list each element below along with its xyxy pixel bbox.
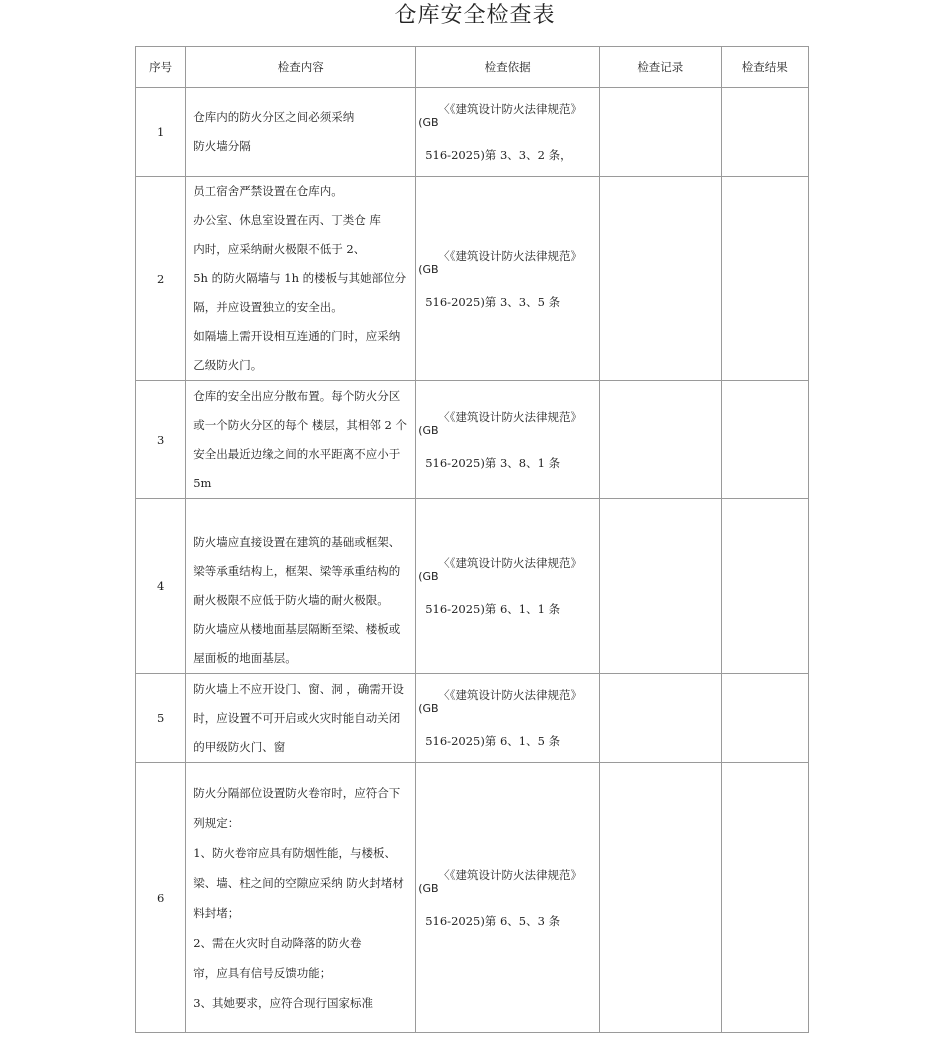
check-record[interactable] (600, 177, 722, 381)
check-record[interactable] (600, 381, 722, 499)
content-line: 梁等承重结构上，框架、梁等承重结构的 (193, 563, 401, 578)
basis-standard: 〈《建筑设计防火法律规范》 (438, 409, 582, 424)
basis-code: (GB (418, 881, 439, 895)
check-basis (416, 674, 600, 763)
content-line: 防火墙分隔 (193, 139, 251, 153)
row-number: 5 (136, 674, 186, 763)
basis-standard: 〈《建筑设计防火法律规范》 (438, 867, 582, 882)
table-row (136, 499, 809, 674)
header-record: 检查记录 (600, 47, 722, 88)
content-line: 耐火极限不应低于防火墙的耐火极限。 (193, 592, 389, 607)
check-basis (416, 177, 600, 381)
check-result[interactable] (721, 763, 808, 1033)
row-number: 6 (136, 763, 186, 1033)
header-basis: 检查依据 (416, 47, 600, 88)
basis-clause: 516-2025)第 6、5、3 条 (425, 913, 561, 928)
check-basis (416, 381, 600, 499)
basis-standard: 〈《建筑设计防火法律规范》 (438, 688, 582, 702)
content-line: 5m (193, 475, 212, 490)
content-line: 帘，应具有信号反馈功能； (193, 965, 332, 980)
basis-code: (GB (418, 116, 439, 129)
basis-clause: 516-2025)第 3、3、5 条 (425, 294, 561, 309)
content-line: 仓库的安全出应分散布置。每个防火分区 (193, 388, 401, 403)
content-line: 隔，并应设置独立的安全出。 (193, 300, 343, 314)
row-number: 1 (136, 88, 186, 177)
check-basis (416, 499, 600, 674)
check-content (186, 674, 416, 763)
basis-standard: 〈《建筑设计防火法律规范》 (438, 556, 582, 570)
content-line: 时，应设置不可开启或火灾时能自动关闭 (193, 710, 401, 725)
check-result[interactable] (721, 674, 808, 763)
check-result[interactable] (721, 499, 808, 674)
content-line: 料封堵； (193, 905, 240, 920)
basis-code: (GB (418, 702, 439, 715)
check-record[interactable] (600, 499, 722, 674)
header-no: 序号 (136, 47, 186, 88)
basis-standard: 〈《建筑设计防火法律规范》 (438, 248, 582, 263)
row-number: 3 (136, 381, 186, 499)
check-content (186, 88, 416, 177)
content-line: 如隔墙上需开设相互连通的门时，应采纳 (193, 329, 401, 343)
content-line: 5h 的防火隔墙与 1h 的楼板与其她部位分 (193, 271, 407, 285)
content-line: 仓库内的防火分区之间必须采纳 (193, 110, 355, 124)
check-record[interactable] (600, 674, 722, 763)
header-content: 检查内容 (186, 47, 416, 88)
header-result: 检查结果 (721, 47, 808, 88)
content-line: 或一个防火分区的每个 楼层，其相邻 2 个 (193, 417, 407, 432)
basis-clause: 516-2025)第 6、1、5 条 (425, 734, 561, 748)
table-row (136, 88, 809, 177)
content-line: 3、其她要求，应符合现行国家标准 (193, 995, 374, 1010)
basis-clause: 516-2025)第 3、3、2 条， (425, 148, 572, 162)
row-number: 4 (136, 499, 186, 674)
row-number: 2 (136, 177, 186, 381)
table-header-row (136, 47, 809, 88)
content-line: 1、防火卷帘应具有防烟性能，与楼板、 (193, 845, 397, 860)
basis-clause: 516-2025)第 3、8、1 条 (425, 455, 561, 470)
basis-standard: 〈《建筑设计防火法律规范》 (438, 102, 582, 116)
check-record[interactable] (600, 88, 722, 177)
check-result[interactable] (721, 381, 808, 499)
table-row (136, 763, 809, 1033)
content-line: 员工宿舍严禁设置在仓库内。 (193, 184, 343, 198)
check-content (186, 177, 416, 381)
content-line: 防火墙应从楼地面基层隔断至梁、楼板或 (193, 621, 401, 636)
content-line: 防火墙上不应开设门、窗、洞 ，确需开设 (193, 681, 404, 696)
check-content (186, 763, 416, 1033)
table-row (136, 674, 809, 763)
check-record[interactable] (600, 763, 722, 1033)
inspection-table (135, 46, 809, 1033)
check-content (186, 381, 416, 499)
content-line: 安全出最近边缘之间的水平距离不应小于 (193, 446, 401, 461)
basis-code: (GB (418, 570, 439, 583)
basis-code: (GB (418, 423, 439, 437)
table-row (136, 381, 809, 499)
content-line: 办公室、休息室设置在丙、丁类仓 库 (193, 213, 381, 227)
basis-code: (GB (418, 262, 439, 276)
content-line: 防火分隔部位设置防火卷帘时，应符合下 (193, 785, 401, 800)
content-line: 屋面板的地面基层。 (193, 650, 297, 665)
check-basis (416, 763, 600, 1033)
content-line: 2、需在火灾时自动降落的防火卷 (193, 935, 362, 950)
check-result[interactable] (721, 177, 808, 381)
content-line: 内时，应采纳耐火极限不低于 2、 (193, 242, 366, 256)
check-basis (416, 88, 600, 177)
content-line: 列规定： (193, 815, 240, 830)
content-line: 的甲级防火门、窗 (193, 739, 286, 754)
table-row (136, 177, 809, 381)
content-line: 乙级防火门。 (193, 358, 263, 372)
page-title: 仓库安全检查表 (394, 3, 556, 28)
check-result[interactable] (721, 88, 808, 177)
content-line: 防火墙应直接设置在建筑的基础或框架、 (193, 534, 401, 549)
content-line: 梁、墙、柱之间的空隙应采纳 防火封堵材 (193, 875, 404, 890)
basis-clause: 516-2025)第 6、1、1 条 (425, 602, 561, 616)
check-content (186, 499, 416, 674)
